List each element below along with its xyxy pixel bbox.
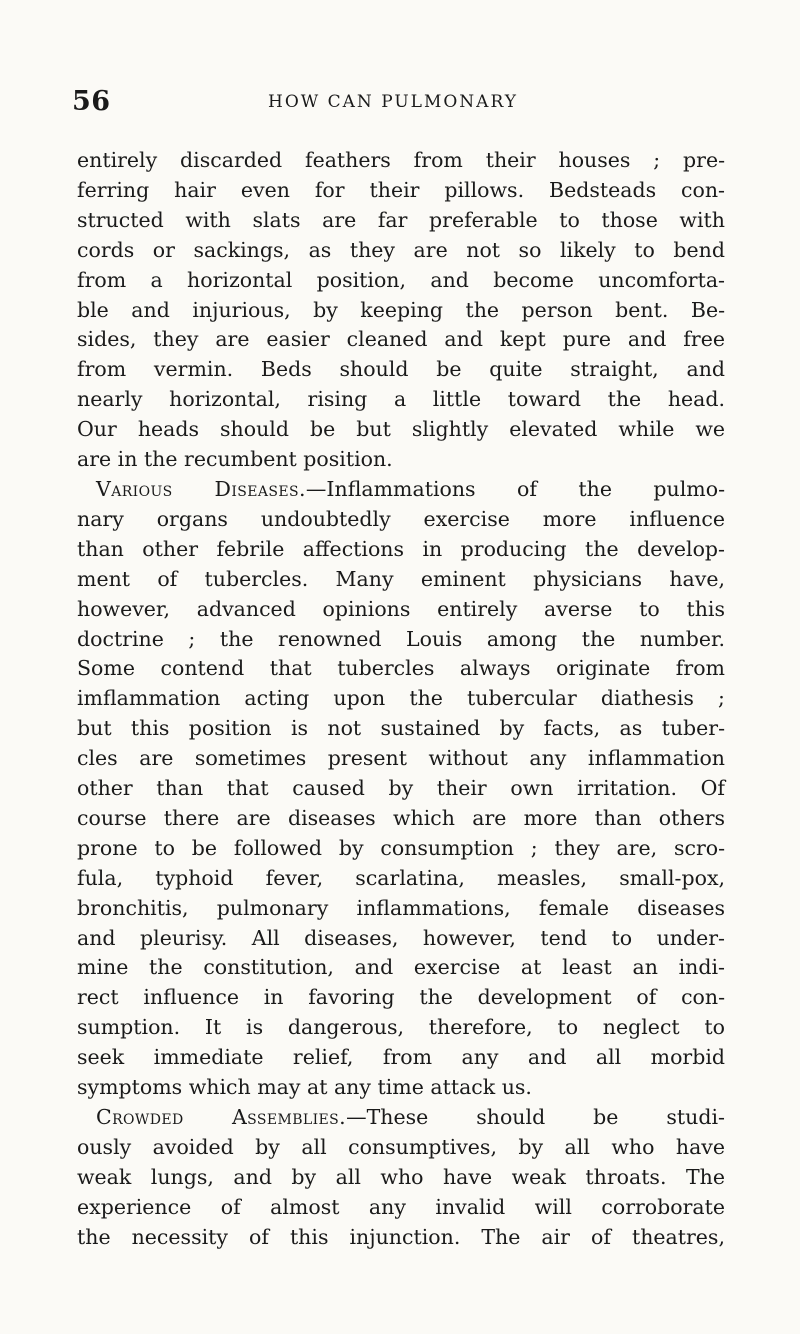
running-title: HOW CAN PULMONARY (268, 92, 518, 112)
text-line: ferring hair even for their pillows. Bedsteads con- (77, 177, 725, 202)
text-line-segment: —Inflammations of the pulmo- (305, 476, 725, 501)
text-line: but this position is not sustained by facts, as tuber- (77, 716, 725, 741)
text-line: course there are diseases which are more than others (77, 805, 726, 830)
section-heading-various-diseases: Various Diseases. (96, 476, 306, 501)
paragraph-crowded-assemblies-first-line (77, 1103, 725, 1133)
text-line: sumption. It is dangerous, therefore, to neglect to (77, 1015, 726, 1040)
text-line: the necessity of this injunction. The air of theatres, (77, 1224, 725, 1249)
text-line: however, advanced opinions entirely averse to this (77, 596, 725, 621)
text-line: and pleurisy. All diseases, however, tend to under- (77, 925, 725, 950)
text-line: rect influence in favoring the development of con- (77, 985, 726, 1010)
text-line: nearly horizontal, rising a little toward the head. (77, 387, 726, 412)
text-line: from a horizontal position, and become uncomforta- (77, 267, 725, 292)
text-line: entirely discarded feathers from their houses ; pre- (77, 148, 726, 172)
text-line: nary organs undoubtedly exercise more influence (77, 506, 725, 531)
text-line: ble and injurious, by keeping the person bent. Be- (77, 297, 726, 322)
text-line: prone to be followed by consumption ; they are, scro- (77, 835, 726, 860)
text-line: fula, typhoid fever, scarlatina, measles, small-pox, (77, 865, 726, 890)
text-line: mine the constitution, and exercise at least an indi- (77, 955, 725, 980)
text-line: cords or sackings, as they are not so likely to bend (77, 237, 725, 262)
text-line: seek immediate relief, from any and all morbid (77, 1045, 726, 1070)
text-line: imflammation acting upon the tubercular diathesis ; (77, 686, 725, 711)
text-line: Our heads should be but slightly elevated while we (77, 417, 726, 442)
text-line: ment of tubercles. Many eminent physicians have, (77, 566, 726, 591)
text-line: bronchitis, pulmonary inflammations, female diseases (77, 895, 725, 920)
text-line: Some contend that tubercles always originate from (77, 656, 725, 681)
text-line: experience of almost any invalid will corroborate (77, 1194, 725, 1219)
text-line: other than that caused by their own irritation. Of (77, 776, 725, 801)
text-line: symptoms which may at any time attack us. (77, 1075, 532, 1100)
text-line: sides, they are easier cleaned and kept pure and free (77, 327, 725, 352)
text-line: cles are sometimes present without any inflammation (77, 746, 726, 771)
text-line: structed with slats are far preferable to those with (77, 207, 725, 232)
running-head (72, 86, 722, 116)
section-heading-crowded-assemblies: Crowded Assemblies. (96, 1105, 347, 1129)
page-number: 56 (72, 86, 111, 117)
text-line: ously avoided by all consumptives, by all who have (77, 1134, 726, 1159)
text-line: weak lungs, and by all who have weak throats. The (77, 1164, 725, 1189)
text-line: doctrine ; the renowned Louis among the number. (77, 626, 726, 651)
paragraph-various-diseases-first-line (77, 475, 725, 505)
body-text (77, 146, 725, 1253)
text-line: are in the recumbent position. (77, 447, 393, 472)
text-line: than other febrile affections in producing the develop- (77, 536, 725, 561)
text-line: from vermin. Beds should be quite straight, and (77, 357, 726, 382)
text-line-segment: —These should be studi- (346, 1105, 725, 1129)
